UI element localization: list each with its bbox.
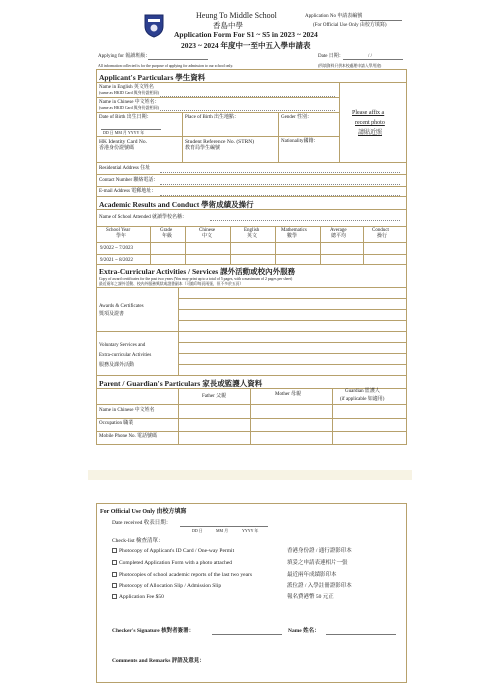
- col-school-year-cn: 學年: [116, 234, 127, 239]
- name-chinese-field[interactable]: [160, 110, 335, 111]
- applying-for-label: Applying for 報讀班級：: [98, 54, 151, 59]
- contact-label: Contact Number 聯絡電話：: [99, 178, 159, 183]
- guardian-note: (if applicable 如適用): [340, 397, 385, 402]
- applicant-section-title: Applicant's Particulars 學生資料: [99, 73, 206, 82]
- dob-field[interactable]: [101, 129, 161, 130]
- col-chinese-cn: 中文: [202, 234, 213, 239]
- date-received-label: Date received 收表日期：: [112, 520, 172, 526]
- checklist-item-4-cn: 派位證 / 入學註冊證影印本: [287, 583, 352, 589]
- date-label: Date 日期：: [318, 54, 344, 59]
- father-label: Father 父親: [202, 394, 227, 399]
- checklist-item-2-cn: 填妥之申請表連相片一張: [287, 560, 348, 566]
- email-label: E-mail Address 電郵地址：: [99, 189, 157, 194]
- name-chinese-note: (same as HKID Card 與身份證相同): [99, 105, 159, 110]
- official-use-title: For Official Use Only 由校方填寫: [100, 509, 187, 515]
- date-received-mm: MM 月: [216, 528, 229, 533]
- address-label: Residential Address 住址: [99, 166, 151, 171]
- checklist-checkbox-2[interactable]: [112, 560, 117, 565]
- dob-label: Date of Birth 出生日期：: [99, 115, 152, 120]
- col-grade-cn: 年級: [162, 234, 173, 239]
- gender-label: Gender 性別：: [281, 115, 312, 120]
- school-attended-field[interactable]: [210, 220, 400, 221]
- form-title-cn: 2023 ~ 2024 年度中一至中五入學申請表: [181, 41, 311, 50]
- occupation-label: Occupation 職業: [99, 421, 134, 426]
- checklist-item-5: Application Fee $50: [119, 594, 164, 600]
- applying-for-field[interactable]: [148, 59, 208, 60]
- col-conduct: Conduct: [372, 228, 389, 233]
- checklist-item-3: Photocopies of school academic reports of the last two years: [119, 572, 253, 578]
- school-attended-label: Name of School Attended 就讀學校名稱：: [99, 215, 188, 220]
- school-name: Heung To Middle School: [196, 11, 277, 20]
- mother-label: Mother 母親: [275, 392, 301, 397]
- checklist-item-1: Photocopy of Applicant's ID Card / One-way Permit: [119, 548, 235, 554]
- checker-signature-label: Checker's Signature 核對者簽署：: [112, 628, 195, 634]
- col-mathematics-cn: 數學: [287, 234, 298, 239]
- contact-field[interactable]: [160, 184, 400, 185]
- col-average: Average: [330, 228, 347, 233]
- application-no-label: Application No 申請表編號: [305, 14, 363, 19]
- pob-label: Place of Birth 出生地點：: [185, 115, 240, 120]
- date-received-field[interactable]: [180, 526, 268, 527]
- eca-note-cn: 最近兩年之課外活動、校內外服務獎狀或證書副本（可縮印每頁兩張，但不多於五頁）: [99, 282, 244, 286]
- checker-name-label: Name 姓名：: [288, 628, 320, 634]
- hkid-label: HK Identity Card No.: [99, 139, 147, 145]
- dob-format: DD 日 MM 月 YYYY 年: [103, 130, 145, 135]
- photo-instruction-3: 請貼近照: [358, 130, 383, 136]
- name-english-note: (same as HKID Card 與身份證相同): [99, 90, 159, 95]
- col-average-cn: 總平均: [331, 234, 347, 239]
- checklist-checkbox-1[interactable]: [112, 548, 117, 553]
- checklist-label: Check-list 檢查清單：: [112, 538, 164, 544]
- mobile-label: Mobile Phone No. 電話號碼: [99, 434, 158, 439]
- strn-label: Student Reference No. (STRN): [185, 139, 255, 145]
- name-english-label: Name in English 英文姓名: [99, 85, 154, 90]
- col-grade: Grade: [160, 228, 173, 233]
- academic-section-title: Academic Results and Conduct 學術成績及操行: [99, 200, 254, 209]
- checklist-checkbox-3[interactable]: [112, 572, 117, 577]
- checklist-item-5-cn: 報名費港幣 50 元正: [287, 594, 334, 600]
- row-year-2: 9/2021 ~ 8/2022: [100, 258, 133, 263]
- checklist-item-1-cn: 香港身份證 / 通行證影印本: [287, 548, 352, 554]
- official-use-note: (For Official Use Only 由校方填寫): [313, 23, 387, 28]
- date-received-dd: DD 日: [192, 528, 203, 533]
- voluntary-label-1: Voluntary Services and: [99, 343, 146, 348]
- checklist-item-4: Photocopy of Allocation Slip / Admission Slip: [119, 583, 222, 589]
- eca-section-title: Extra-Curricular Activities / Services 課外活動或校內外服務: [99, 267, 296, 276]
- checker-name-field[interactable]: [326, 634, 396, 635]
- checklist-checkbox-5[interactable]: [112, 594, 117, 599]
- row-year-1: 9/2022 ~ 7/2023: [100, 246, 133, 251]
- school-name-cn: 香島中學: [213, 21, 243, 30]
- date-received-yyyy: YYYY 年: [242, 528, 259, 533]
- checker-signature-field[interactable]: [212, 634, 282, 635]
- awards-label: Awards & Certificates: [99, 304, 144, 309]
- checklist-checkbox-4[interactable]: [112, 583, 117, 588]
- voluntary-label-2: Extra-curricular Activities: [99, 353, 152, 358]
- comments-label: Comments and Remarks 評語及意見：: [112, 658, 205, 664]
- col-conduct-cn: 操行: [377, 234, 388, 239]
- address-field[interactable]: [160, 172, 400, 173]
- checklist-item-3-cn: 最近兩年成績影印本: [287, 572, 337, 578]
- col-chinese: Chinese: [199, 228, 216, 233]
- photo-instruction-2: recent photo: [355, 120, 385, 126]
- col-english-cn: 英文: [247, 234, 258, 239]
- strn-label-cn: 教育局學生編號: [185, 146, 221, 151]
- nationality-label: Nationality國籍：: [281, 139, 319, 144]
- name-chinese-label: Name in Chinese 中文姓名：: [99, 100, 160, 105]
- col-english: English: [244, 228, 260, 233]
- eca-note-en: Copy of award certificates for the past two years (You may print up to a total of 5 pages, with a maximum of 2 pages per sheet): [99, 277, 293, 281]
- form-title: Application Form For S1 ~ S5 in 2023 ~ 2024: [174, 30, 318, 39]
- privacy-note-en: All information collected is for the purpose of applying for admission to our school only.: [98, 64, 234, 68]
- checklist-item-2: Completed Application Form with a photo attached: [119, 560, 233, 566]
- date-field[interactable]: [343, 59, 403, 60]
- voluntary-label-cn: 服務及課外活動: [99, 363, 135, 368]
- parent-section-title: Parent / Guardian's Particulars 家長或監護人資料: [99, 379, 263, 388]
- privacy-note-cn: (所填資料只供本校處理申請入學用途): [318, 64, 382, 68]
- guardian-label: Guardian 監護人: [345, 389, 380, 394]
- page-separator: [88, 470, 412, 480]
- school-logo: [143, 13, 165, 38]
- awards-label-cn: 獎項及證書: [99, 312, 125, 317]
- parent-name-label: Name in Chinese 中文姓名: [99, 408, 155, 413]
- photo-instruction-1: Please affix a: [352, 110, 385, 116]
- application-no-field[interactable]: [360, 20, 402, 21]
- col-school-year: School Year: [106, 228, 131, 233]
- col-mathematics: Mathematics: [281, 228, 307, 233]
- hkid-label-cn: 香港身份證號碼: [99, 146, 135, 151]
- date-slashes: / /: [368, 54, 373, 59]
